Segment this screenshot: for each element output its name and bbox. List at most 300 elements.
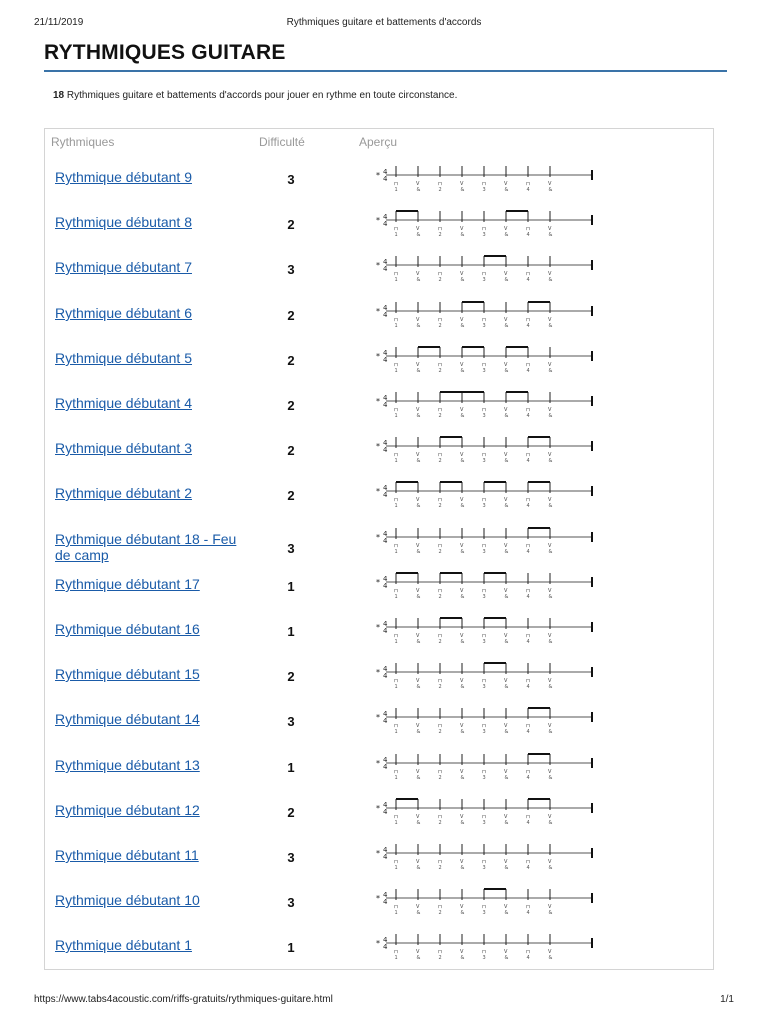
strum-mark: V xyxy=(460,317,464,323)
count-label: & xyxy=(504,775,509,781)
strum-mark: V xyxy=(504,181,508,187)
count-label: 2 xyxy=(438,503,442,509)
strum-mark: V xyxy=(460,723,464,729)
time-signature-top: 4 xyxy=(383,891,388,899)
count-label: & xyxy=(504,232,509,238)
difficulty-value: 1 xyxy=(287,940,295,955)
count-label: 4 xyxy=(526,232,530,238)
strum-mark: ⊓ xyxy=(526,407,530,413)
percussion-clef-icon: * xyxy=(376,894,380,903)
rhythm-link[interactable]: Rythmique débutant 4 xyxy=(55,395,192,411)
strum-mark: ⊓ xyxy=(438,904,442,910)
strum-mark: ⊓ xyxy=(438,317,442,323)
count-label: 4 xyxy=(526,323,530,329)
count-label: 4 xyxy=(526,458,530,464)
count-label: & xyxy=(548,865,553,871)
count-label: & xyxy=(504,503,509,509)
title-divider xyxy=(44,70,727,72)
strum-mark: V xyxy=(504,362,508,368)
strum-mark: ⊓ xyxy=(438,226,442,232)
count-label: 3 xyxy=(482,368,486,374)
count-label: & xyxy=(504,955,509,961)
table-row xyxy=(45,426,713,471)
strum-mark: ⊓ xyxy=(526,723,530,729)
strum-mark: V xyxy=(416,949,420,955)
strum-mark: ⊓ xyxy=(482,633,486,639)
strum-mark: V xyxy=(460,678,464,684)
count-label: & xyxy=(504,910,509,916)
strum-mark: ⊓ xyxy=(438,588,442,594)
table-row xyxy=(45,833,713,878)
strum-mark: ⊓ xyxy=(438,814,442,820)
table-row xyxy=(45,923,713,968)
count-label: 2 xyxy=(438,639,442,645)
rhythm-preview-image xyxy=(372,788,607,826)
count-label: & xyxy=(460,413,465,419)
strum-mark: ⊓ xyxy=(438,181,442,187)
intro-text xyxy=(53,90,457,101)
count-label: & xyxy=(460,594,465,600)
rhythm-link[interactable]: Rythmique débutant 9 xyxy=(55,169,192,185)
time-signature-top: 4 xyxy=(383,168,388,176)
strum-mark: ⊓ xyxy=(482,226,486,232)
strum-mark: V xyxy=(504,407,508,413)
rhythm-preview-image xyxy=(372,697,607,735)
strum-mark: ⊓ xyxy=(438,633,442,639)
strum-mark: V xyxy=(548,633,552,639)
time-signature-top: 4 xyxy=(383,575,388,583)
strum-mark: V xyxy=(504,769,508,775)
time-signature-top: 4 xyxy=(383,258,388,266)
strum-mark: ⊓ xyxy=(394,904,398,910)
strum-mark: ⊓ xyxy=(394,769,398,775)
difficulty-value: 3 xyxy=(287,262,295,277)
count-label: & xyxy=(416,955,421,961)
time-signature-top: 4 xyxy=(383,936,388,944)
percussion-clef-icon: * xyxy=(376,307,380,316)
percussion-clef-icon: * xyxy=(376,668,380,677)
count-label: & xyxy=(504,594,509,600)
count-label: & xyxy=(548,684,553,690)
percussion-clef-icon: * xyxy=(376,216,380,225)
strum-mark: V xyxy=(548,723,552,729)
strum-mark: V xyxy=(460,904,464,910)
count-label: & xyxy=(416,775,421,781)
strum-mark: ⊓ xyxy=(394,859,398,865)
strum-mark: V xyxy=(548,317,552,323)
strum-mark: ⊓ xyxy=(438,769,442,775)
rhythm-preview-image xyxy=(372,562,607,600)
count-label: 3 xyxy=(482,323,486,329)
difficulty-value: 2 xyxy=(287,805,295,820)
rhythm-preview-image xyxy=(372,652,607,690)
strum-mark: ⊓ xyxy=(394,271,398,277)
count-label: 2 xyxy=(438,323,442,329)
strum-mark: V xyxy=(504,678,508,684)
count-label: & xyxy=(548,413,553,419)
strum-mark: ⊓ xyxy=(482,497,486,503)
count-label: 3 xyxy=(482,549,486,555)
count-label: & xyxy=(548,503,553,509)
count-label: & xyxy=(504,187,509,193)
rhythm-count: 18 xyxy=(53,90,65,101)
difficulty-value: 2 xyxy=(287,308,295,323)
percussion-clef-icon: * xyxy=(376,623,380,632)
strum-mark: V xyxy=(548,407,552,413)
count-label: & xyxy=(504,458,509,464)
strum-mark: V xyxy=(548,588,552,594)
count-label: 1 xyxy=(394,820,398,826)
count-label: 3 xyxy=(482,458,486,464)
count-label: 4 xyxy=(526,413,530,419)
strum-mark: V xyxy=(460,588,464,594)
count-label: 2 xyxy=(438,955,442,961)
count-label: & xyxy=(548,594,553,600)
time-signature-bottom: 4 xyxy=(383,717,388,725)
rhythm-link[interactable]: Rythmique débutant 14 xyxy=(55,711,200,727)
column-header-difficulte: Difficulté xyxy=(259,135,305,149)
count-label: & xyxy=(460,955,465,961)
strum-mark: V xyxy=(504,452,508,458)
strum-mark: ⊓ xyxy=(526,588,530,594)
count-label: 1 xyxy=(394,910,398,916)
count-label: & xyxy=(460,323,465,329)
count-label: 2 xyxy=(438,549,442,555)
strum-mark: ⊓ xyxy=(394,949,398,955)
table-row xyxy=(45,336,713,381)
time-signature-bottom: 4 xyxy=(383,265,388,273)
strum-mark: V xyxy=(416,678,420,684)
count-label: & xyxy=(548,775,553,781)
difficulty-value: 3 xyxy=(287,172,295,187)
count-label: & xyxy=(460,232,465,238)
count-label: & xyxy=(504,549,509,555)
rhythm-link[interactable]: Rythmique débutant 11 xyxy=(55,847,199,863)
strum-mark: ⊓ xyxy=(526,904,530,910)
count-label: 3 xyxy=(482,413,486,419)
rhythm-preview-image xyxy=(372,607,607,645)
difficulty-value: 3 xyxy=(287,895,295,910)
count-label: & xyxy=(460,503,465,509)
time-signature-bottom: 4 xyxy=(383,853,388,861)
rhythm-preview-image xyxy=(372,381,607,419)
time-signature-bottom: 4 xyxy=(383,491,388,499)
rhythm-link[interactable]: Rythmique débutant 16 xyxy=(55,621,200,637)
rhythm-preview-image xyxy=(372,833,607,871)
table-row xyxy=(45,743,713,788)
count-label: 4 xyxy=(526,549,530,555)
strum-mark: ⊓ xyxy=(526,181,530,187)
count-label: & xyxy=(504,639,509,645)
strum-mark: V xyxy=(460,271,464,277)
print-header xyxy=(34,17,734,31)
strum-mark: ⊓ xyxy=(482,362,486,368)
count-label: & xyxy=(416,503,421,509)
time-signature-top: 4 xyxy=(383,484,388,492)
strum-mark: V xyxy=(460,949,464,955)
strum-mark: ⊓ xyxy=(526,949,530,955)
time-signature-top: 4 xyxy=(383,756,388,764)
count-label: 3 xyxy=(482,729,486,735)
difficulty-value: 2 xyxy=(287,217,295,232)
count-label: & xyxy=(460,639,465,645)
print-footer xyxy=(34,994,734,1008)
count-label: 2 xyxy=(438,820,442,826)
strum-mark: ⊓ xyxy=(438,407,442,413)
rhythm-link[interactable]: Rythmique débutant 3 xyxy=(55,440,192,456)
rhythm-link[interactable]: Rythmique débutant 13 xyxy=(55,757,200,773)
count-label: & xyxy=(460,729,465,735)
count-label: 3 xyxy=(482,503,486,509)
count-label: & xyxy=(504,323,509,329)
count-label: & xyxy=(416,413,421,419)
time-signature-bottom: 4 xyxy=(383,763,388,771)
count-label: & xyxy=(460,368,465,374)
rhythm-link[interactable]: Rythmique débutant 8 xyxy=(55,214,192,230)
strum-mark: V xyxy=(548,226,552,232)
count-label: & xyxy=(416,323,421,329)
time-signature-top: 4 xyxy=(383,349,388,357)
count-label: 3 xyxy=(482,910,486,916)
strum-mark: V xyxy=(416,317,420,323)
strum-mark: V xyxy=(460,633,464,639)
percussion-clef-icon: * xyxy=(376,352,380,361)
percussion-clef-icon: * xyxy=(376,397,380,406)
time-signature-bottom: 4 xyxy=(383,582,388,590)
count-label: 3 xyxy=(482,639,486,645)
count-label: & xyxy=(460,910,465,916)
count-label: & xyxy=(548,820,553,826)
strum-mark: V xyxy=(416,769,420,775)
count-label: & xyxy=(460,865,465,871)
count-label: 2 xyxy=(438,458,442,464)
strum-mark: ⊓ xyxy=(394,452,398,458)
strum-mark: ⊓ xyxy=(394,814,398,820)
strum-mark: V xyxy=(416,633,420,639)
count-label: & xyxy=(548,729,553,735)
count-label: 1 xyxy=(394,458,398,464)
count-label: 1 xyxy=(394,503,398,509)
strum-mark: ⊓ xyxy=(438,452,442,458)
count-label: & xyxy=(504,413,509,419)
table-row xyxy=(45,697,713,742)
time-signature-top: 4 xyxy=(383,439,388,447)
rhythm-link[interactable]: Rythmique débutant 6 xyxy=(55,305,192,321)
print-page-number: 1/1 xyxy=(720,994,734,1005)
strum-mark: ⊓ xyxy=(438,362,442,368)
rhythm-preview-image xyxy=(372,517,607,555)
strum-mark: V xyxy=(504,814,508,820)
count-label: 1 xyxy=(394,594,398,600)
count-label: & xyxy=(416,368,421,374)
rhythm-link[interactable]: Rythmique débutant 18 - Feu de camp xyxy=(55,531,237,563)
page-title: RYTHMIQUES GUITARE xyxy=(44,41,286,64)
table-row xyxy=(45,155,713,200)
strum-mark: V xyxy=(504,271,508,277)
strum-mark: V xyxy=(416,362,420,368)
count-label: & xyxy=(460,187,465,193)
count-label: 4 xyxy=(526,368,530,374)
strum-mark: V xyxy=(416,226,420,232)
strum-mark: V xyxy=(504,949,508,955)
count-label: & xyxy=(504,865,509,871)
rhythm-link[interactable]: Rythmique débutant 2 xyxy=(55,485,192,501)
count-label: & xyxy=(460,775,465,781)
percussion-clef-icon: * xyxy=(376,939,380,948)
strum-mark: V xyxy=(460,543,464,549)
strum-mark: ⊓ xyxy=(526,362,530,368)
time-signature-bottom: 4 xyxy=(383,808,388,816)
strum-mark: ⊓ xyxy=(438,543,442,549)
table-row xyxy=(45,607,713,652)
count-label: & xyxy=(548,549,553,555)
rhythm-link[interactable]: Rythmique débutant 5 xyxy=(55,350,192,366)
strum-mark: V xyxy=(416,452,420,458)
count-label: 2 xyxy=(438,684,442,690)
strum-mark: ⊓ xyxy=(394,543,398,549)
count-label: 4 xyxy=(526,820,530,826)
strum-mark: ⊓ xyxy=(394,678,398,684)
count-label: & xyxy=(416,684,421,690)
strum-mark: ⊓ xyxy=(526,633,530,639)
count-label: 1 xyxy=(394,413,398,419)
count-label: & xyxy=(416,639,421,645)
count-label: & xyxy=(460,549,465,555)
rhythm-preview-image xyxy=(372,426,607,464)
strum-mark: ⊓ xyxy=(394,723,398,729)
rhythm-link[interactable]: Rythmique débutant 12 xyxy=(55,802,200,818)
rhythm-link[interactable]: Rythmique débutant 10 xyxy=(55,892,200,908)
time-signature-bottom: 4 xyxy=(383,446,388,454)
count-label: 4 xyxy=(526,910,530,916)
strum-mark: ⊓ xyxy=(438,859,442,865)
strum-mark: V xyxy=(548,678,552,684)
table-row xyxy=(45,788,713,833)
time-signature-top: 4 xyxy=(383,801,388,809)
rhythm-preview-image xyxy=(372,743,607,781)
strum-mark: ⊓ xyxy=(482,452,486,458)
strum-mark: ⊓ xyxy=(526,271,530,277)
count-label: & xyxy=(504,277,509,283)
strum-mark: ⊓ xyxy=(394,181,398,187)
rhythm-link[interactable]: Rythmique débutant 7 xyxy=(55,259,192,275)
strum-mark: V xyxy=(504,317,508,323)
time-signature-bottom: 4 xyxy=(383,943,388,951)
time-signature-top: 4 xyxy=(383,304,388,312)
percussion-clef-icon: * xyxy=(376,804,380,813)
intro-description: Rythmiques guitare et battements d'accords pour jouer en rythme en toute circonstance. xyxy=(64,90,458,101)
strum-mark: V xyxy=(504,588,508,594)
strum-mark: V xyxy=(548,452,552,458)
strum-mark: V xyxy=(460,407,464,413)
strum-mark: ⊓ xyxy=(438,723,442,729)
count-label: 3 xyxy=(482,955,486,961)
strum-mark: V xyxy=(548,181,552,187)
count-label: 4 xyxy=(526,684,530,690)
count-label: & xyxy=(416,277,421,283)
difficulty-value: 2 xyxy=(287,488,295,503)
strum-mark: V xyxy=(504,904,508,910)
strum-mark: V xyxy=(548,904,552,910)
difficulty-value: 3 xyxy=(287,714,295,729)
count-label: & xyxy=(548,910,553,916)
strum-mark: ⊓ xyxy=(526,226,530,232)
time-signature-bottom: 4 xyxy=(383,898,388,906)
count-label: & xyxy=(416,594,421,600)
strum-mark: V xyxy=(416,904,420,910)
count-label: 3 xyxy=(482,775,486,781)
percussion-clef-icon: * xyxy=(376,578,380,587)
table-row xyxy=(45,878,713,923)
count-label: 3 xyxy=(482,865,486,871)
strum-mark: V xyxy=(504,723,508,729)
strum-mark: V xyxy=(548,362,552,368)
count-label: & xyxy=(416,865,421,871)
strum-mark: V xyxy=(460,859,464,865)
count-label: 3 xyxy=(482,277,486,283)
strum-mark: ⊓ xyxy=(394,317,398,323)
time-signature-top: 4 xyxy=(383,530,388,538)
count-label: 2 xyxy=(438,277,442,283)
rhythm-link[interactable]: Rythmique débutant 15 xyxy=(55,666,200,682)
strum-mark: ⊓ xyxy=(482,769,486,775)
table-row xyxy=(45,245,713,290)
percussion-clef-icon: * xyxy=(376,849,380,858)
time-signature-top: 4 xyxy=(383,620,388,628)
strum-mark: ⊓ xyxy=(526,814,530,820)
strum-mark: ⊓ xyxy=(526,769,530,775)
count-label: 1 xyxy=(394,865,398,871)
count-label: & xyxy=(416,820,421,826)
strum-mark: ⊓ xyxy=(482,181,486,187)
count-label: & xyxy=(460,277,465,283)
count-label: 4 xyxy=(526,729,530,735)
count-label: & xyxy=(548,458,553,464)
strum-mark: V xyxy=(416,814,420,820)
strum-mark: ⊓ xyxy=(526,497,530,503)
rhythm-link[interactable]: Rythmique débutant 1 xyxy=(55,937,192,953)
rhythm-link[interactable]: Rythmique débutant 17 xyxy=(55,576,200,592)
strum-mark: ⊓ xyxy=(438,678,442,684)
strum-mark: ⊓ xyxy=(438,271,442,277)
count-label: 3 xyxy=(482,232,486,238)
strum-mark: ⊓ xyxy=(482,723,486,729)
strum-mark: ⊓ xyxy=(526,859,530,865)
count-label: 1 xyxy=(394,368,398,374)
strum-mark: V xyxy=(460,452,464,458)
time-signature-bottom: 4 xyxy=(383,356,388,364)
percussion-clef-icon: * xyxy=(376,487,380,496)
count-label: 1 xyxy=(394,684,398,690)
count-label: & xyxy=(548,639,553,645)
count-label: 1 xyxy=(394,277,398,283)
difficulty-value: 2 xyxy=(287,353,295,368)
strum-mark: ⊓ xyxy=(394,633,398,639)
count-label: 3 xyxy=(482,594,486,600)
strum-mark: V xyxy=(504,497,508,503)
difficulty-value: 1 xyxy=(287,760,295,775)
count-label: 4 xyxy=(526,187,530,193)
count-label: & xyxy=(460,820,465,826)
count-label: & xyxy=(416,187,421,193)
difficulty-value: 3 xyxy=(287,850,295,865)
strum-mark: ⊓ xyxy=(482,407,486,413)
strum-mark: V xyxy=(416,859,420,865)
count-label: & xyxy=(548,368,553,374)
count-label: & xyxy=(416,549,421,555)
strum-mark: ⊓ xyxy=(482,859,486,865)
time-signature-top: 4 xyxy=(383,394,388,402)
